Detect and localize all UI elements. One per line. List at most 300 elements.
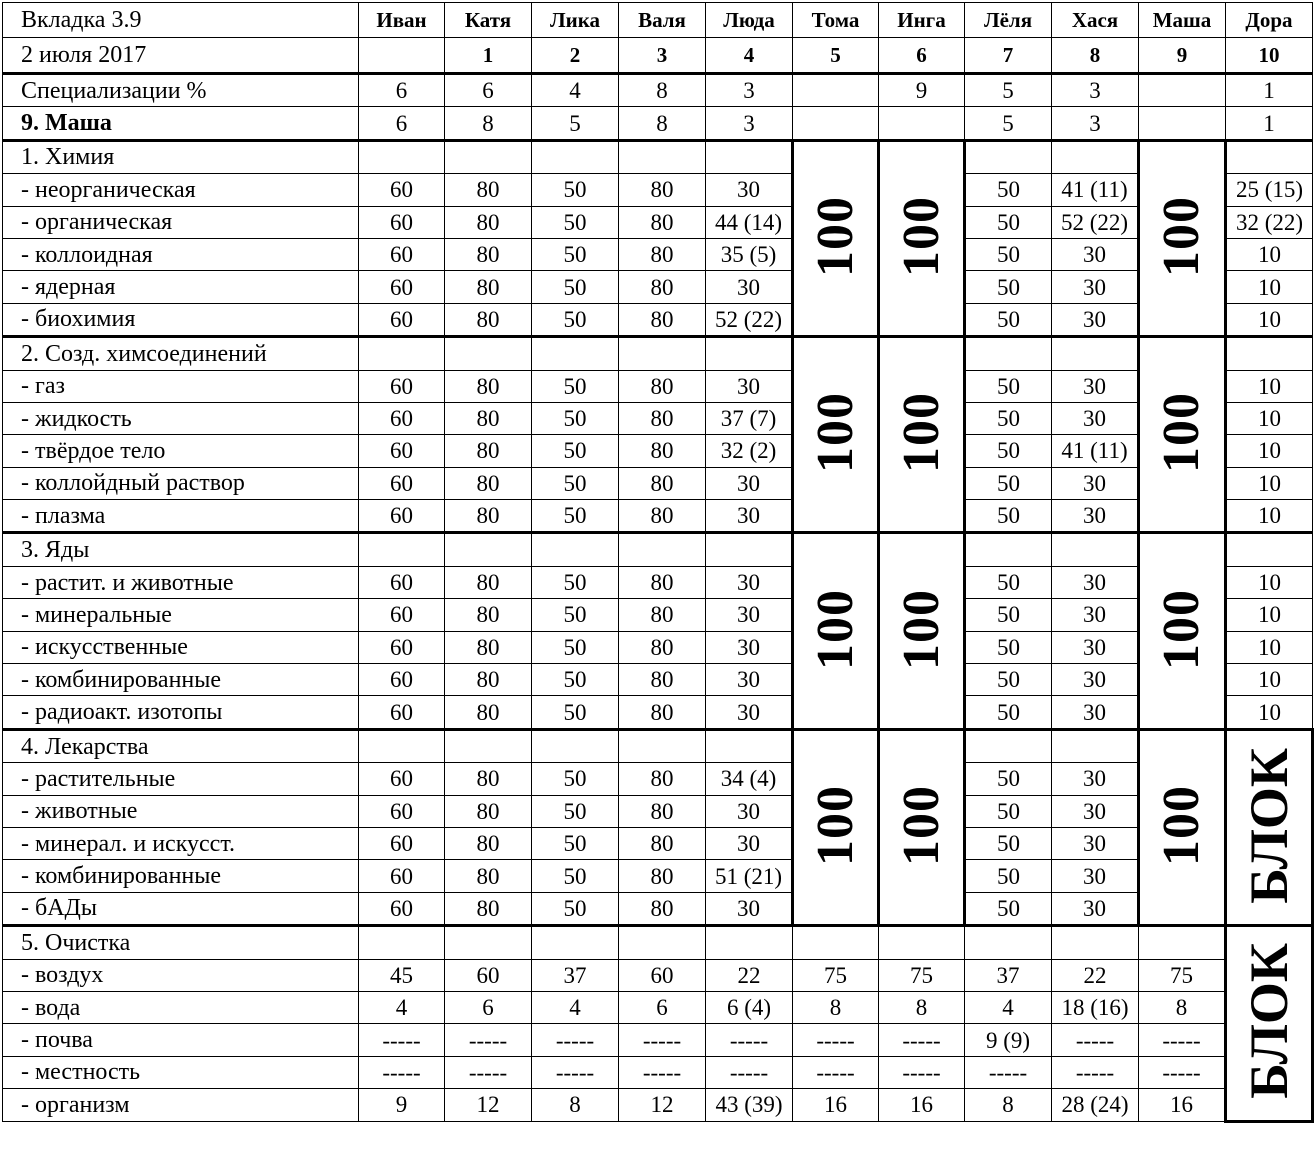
- value-cell: 50: [965, 271, 1052, 303]
- value-cell: 60: [359, 500, 445, 533]
- value-cell: 80: [619, 763, 706, 795]
- empty-cell: [445, 337, 532, 370]
- value-cell: 50: [965, 763, 1052, 795]
- value-cell: 6 (4): [706, 991, 793, 1023]
- value-cell: 80: [619, 795, 706, 827]
- masha-value: 3: [706, 107, 793, 140]
- spec-label: Специализации %: [3, 74, 359, 107]
- value-cell: 80: [445, 370, 532, 402]
- tab-title: Вкладка 3.9: [3, 3, 359, 38]
- value-cell: 80: [619, 500, 706, 533]
- value-cell: 30: [1052, 238, 1139, 270]
- value-cell: 50: [532, 238, 619, 270]
- data-row: [3, 795, 1313, 827]
- data-row: [3, 860, 1313, 892]
- value-cell: 10: [1226, 402, 1313, 434]
- value-cell: 50: [532, 271, 619, 303]
- column-name: Хася: [1052, 3, 1139, 38]
- spec-value: 9: [879, 74, 965, 107]
- value-cell: 50: [532, 664, 619, 696]
- value-cell: 80: [445, 500, 532, 533]
- data-row: [3, 402, 1313, 434]
- column-name: Дора: [1226, 3, 1313, 38]
- value-cell: 10: [1226, 631, 1313, 663]
- big-hundred-value: 100: [806, 392, 864, 474]
- empty-cell: [532, 140, 619, 173]
- value-cell: 30: [1052, 303, 1139, 336]
- column-name: Лёля: [965, 3, 1052, 38]
- masha-value: [1139, 107, 1226, 140]
- value-cell: 43 (39): [706, 1089, 793, 1121]
- big-hundred-value: 100: [1153, 392, 1210, 474]
- data-row: [3, 500, 1313, 533]
- data-row: [3, 631, 1313, 663]
- empty-cell: [359, 533, 445, 566]
- empty-cell: [619, 337, 706, 370]
- value-cell: 32 (2): [706, 435, 793, 467]
- value-cell: 8: [879, 991, 965, 1023]
- empty-cell: [965, 533, 1052, 566]
- section-title-row: [3, 140, 1313, 173]
- empty-cell: [445, 729, 532, 762]
- value-cell: 50: [532, 174, 619, 206]
- big-hundred-cell: [1139, 140, 1226, 336]
- row-label: - ядерная: [3, 271, 359, 303]
- block-cell: [1226, 926, 1313, 1121]
- column-number: 3: [619, 38, 706, 74]
- value-cell: 30: [1052, 696, 1139, 729]
- empty-cell: [359, 140, 445, 173]
- value-cell: 50: [965, 435, 1052, 467]
- value-cell: 30: [706, 566, 793, 598]
- row-label: - органическая: [3, 206, 359, 238]
- value-cell: 30: [1052, 500, 1139, 533]
- value-cell: 60: [359, 763, 445, 795]
- empty-cell: [965, 140, 1052, 173]
- value-cell: 60: [359, 566, 445, 598]
- value-cell: 30: [1052, 599, 1139, 631]
- empty-cell: [619, 533, 706, 566]
- value-cell: 60: [359, 370, 445, 402]
- header-numbers-row: [3, 38, 1313, 74]
- empty-cell: [793, 926, 879, 959]
- spec-value: [793, 74, 879, 107]
- value-cell: 30: [1052, 827, 1139, 859]
- value-cell: -----: [445, 1024, 532, 1056]
- row-label: - минеральные: [3, 599, 359, 631]
- value-cell: 80: [619, 370, 706, 402]
- big-hundred-value: 100: [806, 588, 864, 670]
- big-hundred-cell: [1139, 533, 1226, 729]
- value-cell: 44 (14): [706, 206, 793, 238]
- value-cell: 41 (11): [1052, 174, 1139, 206]
- value-cell: 80: [619, 271, 706, 303]
- value-cell: 10: [1226, 435, 1313, 467]
- column-number: 9: [1139, 38, 1226, 74]
- value-cell: 60: [359, 696, 445, 729]
- value-cell: -----: [793, 1056, 879, 1088]
- empty-cell: [532, 926, 619, 959]
- masha-value: 1: [1226, 107, 1313, 140]
- masha-value: 6: [359, 107, 445, 140]
- data-row: [3, 599, 1313, 631]
- value-cell: 50: [965, 206, 1052, 238]
- value-cell: 10: [1226, 238, 1313, 270]
- section-title: 3. Яды: [3, 533, 359, 566]
- spec-value: 3: [1052, 74, 1139, 107]
- value-cell: 30: [1052, 795, 1139, 827]
- row-label: - вода: [3, 991, 359, 1023]
- value-cell: 50: [532, 696, 619, 729]
- row-label: - искусственные: [3, 631, 359, 663]
- value-cell: 60: [359, 860, 445, 892]
- value-cell: 50: [965, 467, 1052, 499]
- value-cell: 60: [359, 435, 445, 467]
- column-name: Иван: [359, 3, 445, 38]
- empty-cell: [445, 533, 532, 566]
- value-cell: 30: [706, 795, 793, 827]
- row-label: - растит. и животные: [3, 566, 359, 598]
- value-cell: 16: [1139, 1089, 1226, 1121]
- value-cell: 45: [359, 959, 445, 991]
- row-label: - неорганическая: [3, 174, 359, 206]
- empty-cell: [359, 926, 445, 959]
- masha-value: [879, 107, 965, 140]
- big-hundred-cell: [793, 337, 879, 533]
- big-hundred-value: 100: [1153, 784, 1210, 866]
- value-cell: 50: [965, 238, 1052, 270]
- value-cell: 60: [359, 467, 445, 499]
- data-row: [3, 174, 1313, 206]
- value-cell: 8: [532, 1089, 619, 1121]
- value-cell: 50: [532, 500, 619, 533]
- value-cell: 50: [532, 827, 619, 859]
- masha-row: [3, 107, 1313, 140]
- value-cell: 50: [965, 370, 1052, 402]
- section-title-row: [3, 729, 1313, 762]
- row-label: - радиоакт. изотопы: [3, 696, 359, 729]
- value-cell: 50: [532, 467, 619, 499]
- row-label: - бАДы: [3, 892, 359, 925]
- value-cell: 80: [619, 206, 706, 238]
- value-cell: -----: [1139, 1024, 1226, 1056]
- empty-cell: [1052, 729, 1139, 762]
- value-cell: 50: [532, 566, 619, 598]
- value-cell: 80: [445, 467, 532, 499]
- row-label: - животные: [3, 795, 359, 827]
- value-cell: 30: [706, 467, 793, 499]
- data-row: [3, 827, 1313, 859]
- value-cell: 80: [445, 795, 532, 827]
- value-cell: 60: [359, 271, 445, 303]
- data-row: [3, 435, 1313, 467]
- value-cell: 80: [445, 892, 532, 925]
- value-cell: 50: [965, 303, 1052, 336]
- value-cell: 50: [532, 860, 619, 892]
- empty-cell: [1139, 926, 1226, 959]
- row-label: - местность: [3, 1056, 359, 1088]
- data-row: [3, 696, 1313, 729]
- value-cell: 80: [619, 467, 706, 499]
- value-cell: 9: [359, 1089, 445, 1121]
- value-cell: 16: [879, 1089, 965, 1121]
- value-cell: 50: [532, 435, 619, 467]
- section-title: 1. Химия: [3, 140, 359, 173]
- value-cell: 10: [1226, 664, 1313, 696]
- data-row: [3, 1024, 1313, 1056]
- spec-value: 8: [619, 74, 706, 107]
- value-cell: 80: [619, 599, 706, 631]
- value-cell: 80: [445, 435, 532, 467]
- big-hundred-value: 100: [892, 392, 950, 474]
- value-cell: 60: [359, 795, 445, 827]
- value-cell: -----: [359, 1024, 445, 1056]
- spec-value: 3: [706, 74, 793, 107]
- value-cell: 50: [965, 664, 1052, 696]
- value-cell: 37: [965, 959, 1052, 991]
- value-cell: 50: [965, 892, 1052, 925]
- value-cell: 80: [619, 631, 706, 663]
- value-cell: 50: [965, 827, 1052, 859]
- value-cell: 10: [1226, 271, 1313, 303]
- value-cell: -----: [1139, 1056, 1226, 1088]
- value-cell: 10: [1226, 370, 1313, 402]
- value-cell: 50: [965, 599, 1052, 631]
- value-cell: -----: [793, 1024, 879, 1056]
- empty-cell: [359, 337, 445, 370]
- column-name: Маша: [1139, 3, 1226, 38]
- value-cell: 60: [359, 631, 445, 663]
- empty-cell: [1226, 533, 1313, 566]
- value-cell: 30: [706, 599, 793, 631]
- data-row: [3, 1089, 1313, 1121]
- section-title: 5. Очистка: [3, 926, 359, 959]
- value-cell: 60: [359, 303, 445, 336]
- value-cell: 80: [445, 763, 532, 795]
- column-number: 4: [706, 38, 793, 74]
- masha-value: 3: [1052, 107, 1139, 140]
- empty-cell: [619, 926, 706, 959]
- value-cell: 80: [445, 271, 532, 303]
- value-cell: 50: [965, 860, 1052, 892]
- big-hundred-value: 100: [806, 784, 864, 866]
- value-cell: 30: [706, 370, 793, 402]
- value-cell: 50: [532, 892, 619, 925]
- value-cell: 30: [706, 271, 793, 303]
- value-cell: 30: [1052, 402, 1139, 434]
- value-cell: 28 (24): [1052, 1089, 1139, 1121]
- empty-cell: [445, 926, 532, 959]
- value-cell: 80: [619, 664, 706, 696]
- column-number: 1: [445, 38, 532, 74]
- value-cell: 80: [445, 566, 532, 598]
- section-title: 2. Созд. химсоединений: [3, 337, 359, 370]
- value-cell: 10: [1226, 500, 1313, 533]
- big-hundred-value: 100: [892, 784, 950, 866]
- value-cell: 50: [532, 763, 619, 795]
- empty-cell: [1052, 926, 1139, 959]
- empty-cell: [1226, 140, 1313, 173]
- value-cell: 80: [445, 599, 532, 631]
- empty-cell: [359, 729, 445, 762]
- value-cell: 10: [1226, 696, 1313, 729]
- value-cell: 50: [965, 795, 1052, 827]
- spec-value: 6: [359, 74, 445, 107]
- value-cell: 18 (16): [1052, 991, 1139, 1023]
- data-row: [3, 206, 1313, 238]
- value-cell: 30: [706, 827, 793, 859]
- value-cell: 50: [965, 402, 1052, 434]
- data-row: [3, 991, 1313, 1023]
- value-cell: 30: [706, 174, 793, 206]
- value-cell: -----: [706, 1024, 793, 1056]
- value-cell: 80: [445, 303, 532, 336]
- block-label: БЛОК: [1239, 943, 1299, 1100]
- value-cell: 30: [1052, 370, 1139, 402]
- column-name: Лика: [532, 3, 619, 38]
- big-hundred-value: 100: [892, 195, 950, 277]
- column-number: 8: [1052, 38, 1139, 74]
- value-cell: 41 (11): [1052, 435, 1139, 467]
- column-number: 2: [532, 38, 619, 74]
- value-cell: 37 (7): [706, 402, 793, 434]
- value-cell: -----: [879, 1056, 965, 1088]
- empty-cell: [706, 140, 793, 173]
- value-cell: 30: [1052, 467, 1139, 499]
- value-cell: 50: [532, 795, 619, 827]
- value-cell: 60: [359, 206, 445, 238]
- value-cell: 80: [445, 696, 532, 729]
- big-hundred-cell: [879, 140, 965, 336]
- value-cell: 60: [359, 238, 445, 270]
- data-row: [3, 959, 1313, 991]
- masha-label: 9. Маша: [3, 107, 359, 140]
- masha-value: 8: [619, 107, 706, 140]
- row-label: - растительные: [3, 763, 359, 795]
- empty-cell: [1052, 140, 1139, 173]
- value-cell: 80: [619, 860, 706, 892]
- empty-cell: [532, 533, 619, 566]
- value-cell: 75: [879, 959, 965, 991]
- spec-value: 6: [445, 74, 532, 107]
- spec-row: [3, 74, 1313, 107]
- spec-value: 4: [532, 74, 619, 107]
- big-hundred-cell: [879, 337, 965, 533]
- value-cell: 50: [532, 206, 619, 238]
- value-cell: 50: [965, 174, 1052, 206]
- value-cell: 80: [445, 238, 532, 270]
- value-cell: 50: [965, 566, 1052, 598]
- value-cell: 80: [619, 402, 706, 434]
- column-number: 5: [793, 38, 879, 74]
- empty-cell: [706, 533, 793, 566]
- row-label: - воздух: [3, 959, 359, 991]
- empty-cell: [879, 926, 965, 959]
- value-cell: 8: [1139, 991, 1226, 1023]
- value-cell: 30: [1052, 664, 1139, 696]
- spec-value: [1139, 74, 1226, 107]
- value-cell: 60: [619, 959, 706, 991]
- value-cell: 60: [359, 827, 445, 859]
- empty-cell: [965, 337, 1052, 370]
- value-cell: 60: [359, 664, 445, 696]
- big-hundred-value: 100: [1153, 195, 1210, 277]
- spec-value: 1: [1226, 74, 1313, 107]
- value-cell: -----: [1052, 1024, 1139, 1056]
- value-cell: 52 (22): [1052, 206, 1139, 238]
- data-row: [3, 370, 1313, 402]
- data-row: [3, 566, 1313, 598]
- row-label: - газ: [3, 370, 359, 402]
- empty-cell: [1052, 533, 1139, 566]
- empty-cell: [532, 337, 619, 370]
- big-hundred-cell: [879, 729, 965, 925]
- value-cell: 50: [532, 303, 619, 336]
- row-label: - коллоидная: [3, 238, 359, 270]
- data-row: [3, 892, 1313, 925]
- section-title-row: [3, 533, 1313, 566]
- value-cell: 60: [359, 892, 445, 925]
- data-row: [3, 763, 1313, 795]
- value-cell: 30: [706, 631, 793, 663]
- empty-cell: [706, 926, 793, 959]
- value-cell: 10: [1226, 566, 1313, 598]
- masha-value: 8: [445, 107, 532, 140]
- value-cell: 30: [1052, 566, 1139, 598]
- value-cell: 12: [445, 1089, 532, 1121]
- value-cell: 6: [445, 991, 532, 1023]
- value-cell: 80: [619, 174, 706, 206]
- spec-value: 5: [965, 74, 1052, 107]
- data-row: [3, 303, 1313, 336]
- value-cell: 80: [619, 435, 706, 467]
- value-cell: 30: [706, 892, 793, 925]
- value-cell: 80: [619, 566, 706, 598]
- data-row: [3, 271, 1313, 303]
- block-cell: [1226, 729, 1313, 925]
- value-cell: 52 (22): [706, 303, 793, 336]
- row-label: - плазма: [3, 500, 359, 533]
- value-cell: 22: [1052, 959, 1139, 991]
- value-cell: 30: [1052, 271, 1139, 303]
- value-cell: 80: [445, 174, 532, 206]
- big-hundred-cell: [793, 140, 879, 336]
- row-label: - минерал. и искусст.: [3, 827, 359, 859]
- value-cell: 8: [793, 991, 879, 1023]
- empty-cell: [532, 729, 619, 762]
- value-cell: 75: [793, 959, 879, 991]
- value-cell: -----: [359, 1056, 445, 1088]
- value-cell: 60: [359, 174, 445, 206]
- value-cell: 50: [532, 370, 619, 402]
- big-hundred-cell: [793, 533, 879, 729]
- value-cell: 80: [619, 892, 706, 925]
- value-cell: 10: [1226, 599, 1313, 631]
- big-hundred-value: 100: [806, 195, 864, 277]
- block-label: БЛОК: [1239, 747, 1299, 904]
- value-cell: 50: [532, 402, 619, 434]
- value-cell: -----: [965, 1056, 1052, 1088]
- value-cell: 80: [619, 238, 706, 270]
- column-name: Тома: [793, 3, 879, 38]
- data-row: [3, 238, 1313, 270]
- value-cell: 25 (15): [1226, 174, 1313, 206]
- row-label: - твёрдое тело: [3, 435, 359, 467]
- section-title-row: [3, 337, 1313, 370]
- row-label: - организм: [3, 1089, 359, 1121]
- data-row: [3, 467, 1313, 499]
- value-cell: 35 (5): [706, 238, 793, 270]
